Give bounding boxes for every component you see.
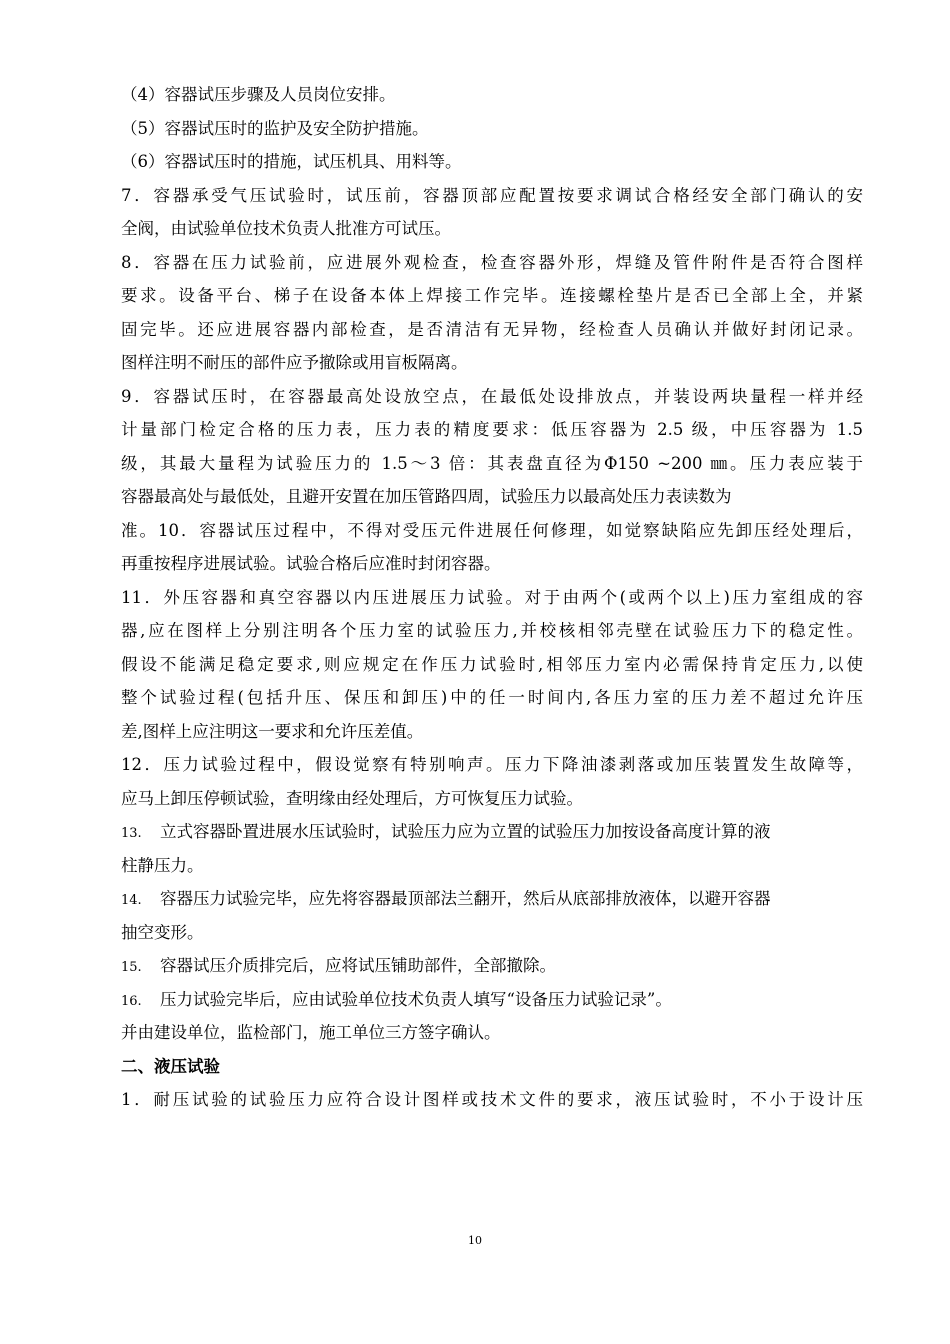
text-line: （6）容器试压时的措施，试压机具、用料等。	[121, 152, 462, 171]
text-line: 9．容器试压时，在容器最高处设放空点，在最低处设排放点，并装设两块量程一样并经	[121, 386, 863, 406]
text-line: （4）容器试压步骤及人员岗位安排。	[121, 85, 396, 104]
text-line: 器,应在图样上分别注明各个压力室的试验压力,并校核相邻壳壁在试验压力下的稳定性。	[121, 621, 863, 640]
text-line: 假设不能满足稳定要求,则应规定在作压力试验时,相邻压力室内必需保持肯定压力,以使	[121, 654, 863, 674]
item-number: 14.	[121, 893, 142, 908]
numbered-item	[121, 882, 863, 916]
text-line: 1．耐压试验的试验压力应符合设计图样或技术文件的要求，液压试验时，不小于设计压	[121, 1090, 863, 1109]
text-line: 并由建设单位，监检部门，施工单位三方签字确认。	[121, 1023, 501, 1042]
numbered-item	[121, 815, 863, 849]
numbered-item	[121, 983, 863, 1017]
text-line: 计量部门检定合格的压力表，压力表的精度要求：低压容器为 2.5 级，中压容器为 1.5	[121, 420, 863, 439]
item-number: 13.	[121, 826, 142, 841]
text-line: 再重按程序进展试验。试验合格后应准时封闭容器。	[121, 554, 501, 573]
item-text: 压力试验完毕后，应由试验单位技术负责人填写“设备压力试验记录”。	[160, 989, 672, 1009]
item-number: 15.	[121, 960, 142, 975]
item-text: 立式容器卧置进展水压试验时，试验压力应为立置的试验压力加按设备高度计算的液	[160, 822, 771, 841]
text-line: 准。10．容器试压过程中，不得对受压元件进展任何修理，如觉察缺陷应先卸压经处理后，	[121, 520, 863, 540]
text-line: 抽空变形。	[121, 922, 204, 942]
text-line: 全阀，由试验单位技术负责人批准方可试压。	[121, 219, 451, 238]
text-line: 差,图样上应注明这一要求和允许压差值。	[121, 721, 424, 741]
text-line: 柱静压力。	[121, 855, 204, 875]
item-number: 16.	[121, 993, 142, 1009]
text-line: 图样注明不耐压的部件应予撤除或用盲板隔离。	[121, 353, 468, 372]
item-text: 容器压力试验完毕，应先将容器最顶部法兰翻开，然后从底部排放液体，以避开容器	[160, 889, 771, 908]
page-number: 10	[468, 1234, 482, 1247]
text-line: 固完毕。还应进展容器内部检查，是否清洁有无异物，经检查人员确认并做好封闭记录。	[121, 319, 863, 339]
text-line: 级，其最大量程为试验压力的 1.5～3 倍：其表盘直径为Φ150 ~200 ㎜。压力表应装于	[121, 453, 863, 473]
text-line: 要求。设备平台、梯子在设备本体上焊接工作完毕。连接螺栓垫片是否已全部上全，并紧	[121, 286, 863, 305]
text-line: 8．容器在压力试验前，应进展外观检查，检查容器外形，焊缝及管件附件是否符合图样	[121, 252, 863, 272]
text-line: 应马上卸压停顿试验，查明缘由经处理后，方可恢复压力试验。	[121, 788, 583, 808]
text-line: （5）容器试压时的监护及安全防护措施。	[121, 118, 429, 138]
text-line: 11．外压容器和真空容器以内压进展压力试验。对于由两个(或两个以上)压力室组成的容	[121, 587, 863, 607]
text-line: 7．容器承受气压试验时，试压前，容器顶部应配置按要求调试合格经安全部门确认的安	[121, 185, 863, 205]
text-line: 容器最高处与最低处，且避开安置在加压管路四周，试验压力以最高处压力表读数为	[121, 487, 732, 506]
text-line: 12．压力试验过程中，假设觉察有特别响声。压力下降油漆剥落或加压装置发生故障等，	[121, 755, 863, 774]
numbered-item	[121, 949, 863, 983]
item-text: 容器试压介质排完后，应将试压铺助部件，全部撤除。	[160, 956, 556, 975]
page-content	[121, 78, 863, 1117]
text-line: 整个试验过程(包括升压、保压和卸压)中的任一时间内,各压力室的压力差不超过允许压	[121, 688, 863, 707]
section-heading: 二、液压试验	[121, 1056, 220, 1076]
